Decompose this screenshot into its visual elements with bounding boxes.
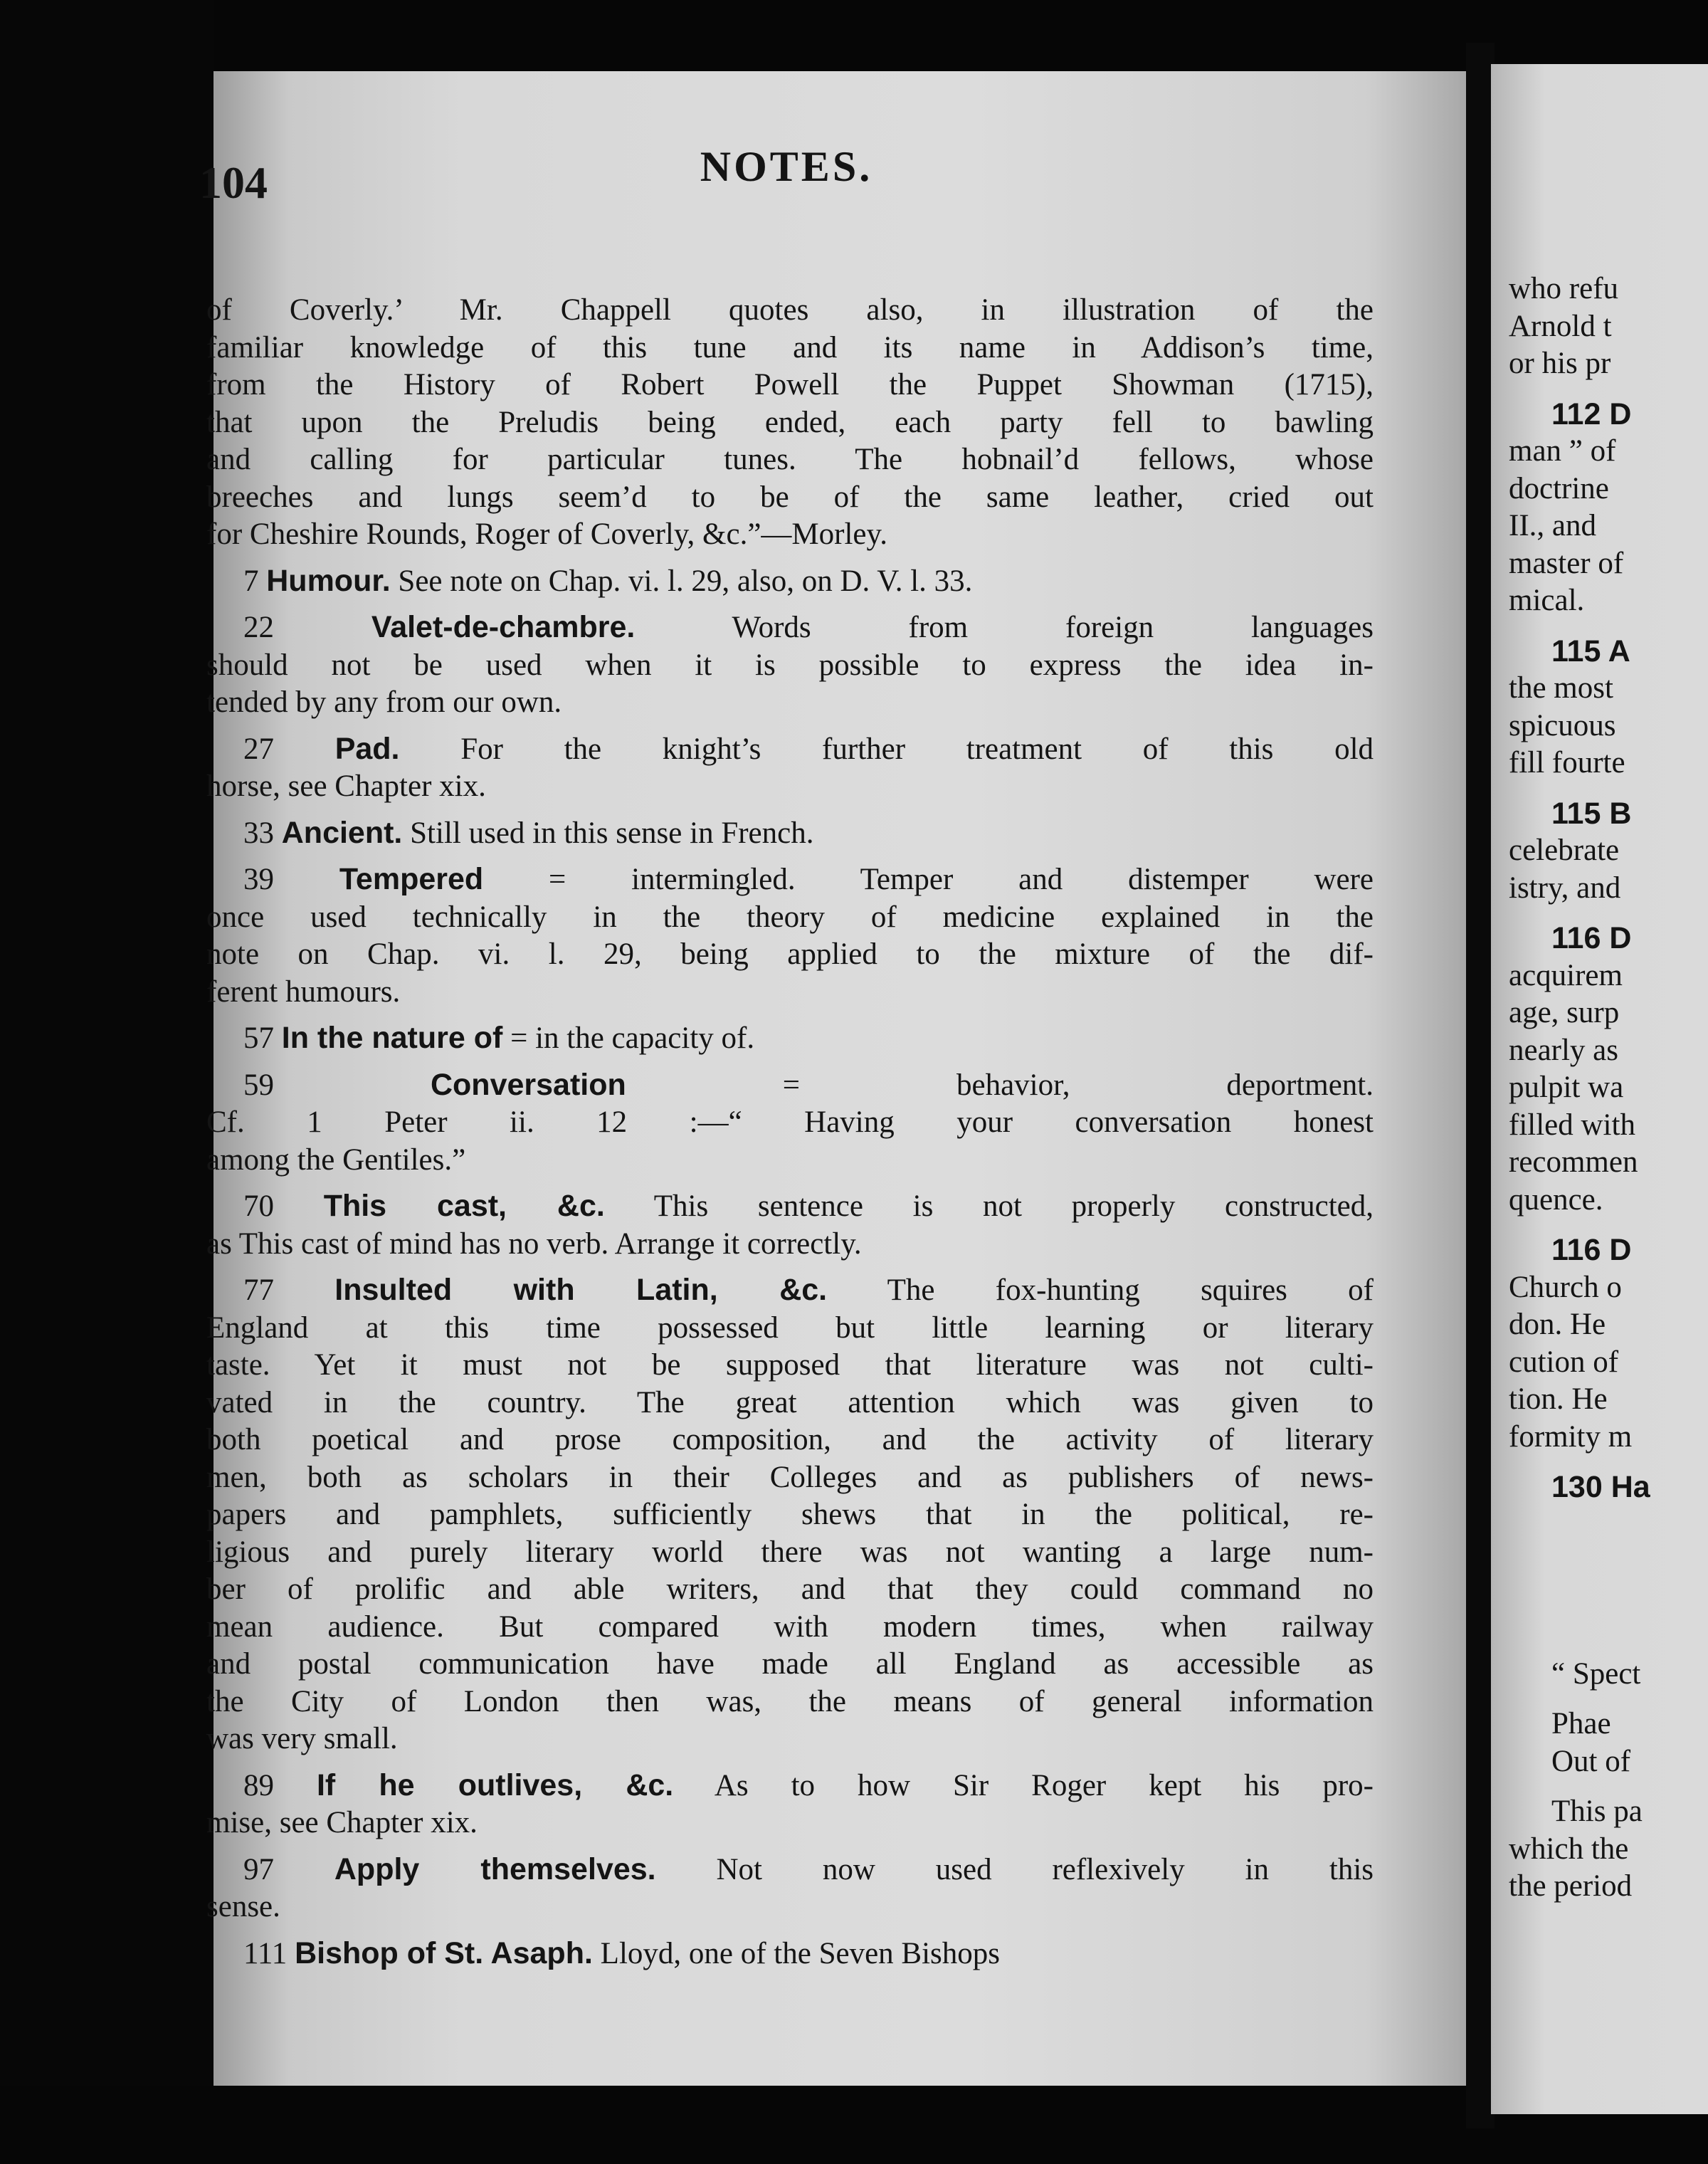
note-line — [206, 1609, 1374, 1646]
line-text: As to how Sir Roger kept his pro- — [714, 1768, 1374, 1802]
line-number: 27 — [243, 732, 335, 766]
note-entry — [206, 730, 1374, 806]
note-entry — [206, 814, 1374, 853]
line-text: sense. — [206, 1890, 280, 1923]
line-text: for Cheshire Rounds, Roger of Coverly, &c.”—Morley. — [206, 518, 887, 551]
right-page-fragment: spicuous — [1509, 708, 1616, 742]
note-term: Pad. — [334, 731, 400, 766]
note-term: If he outlives, &c. — [316, 1768, 674, 1802]
line-number: 22 — [243, 611, 371, 644]
right-page-fragment: don. He — [1509, 1308, 1606, 1341]
note-term: Bishop of St. Asaph. — [295, 1935, 593, 1970]
note-line — [206, 330, 1374, 367]
note-line — [206, 1571, 1374, 1609]
line-text: = behavior, deportment. — [782, 1068, 1374, 1102]
line-text: vated in the country. The great attention which was given to — [206, 1385, 1374, 1419]
note-line — [206, 1385, 1374, 1422]
line-gap — [1509, 1780, 1708, 1793]
note-term: Apply themselves. — [334, 1852, 656, 1886]
right-page-fragment: which the — [1509, 1832, 1629, 1866]
note-line — [206, 1767, 1374, 1805]
line-gap — [1509, 907, 1708, 920]
note-line — [206, 1889, 1374, 1926]
right-page-fragment: mical. — [1509, 584, 1585, 617]
right-page-fragment: Phae — [1551, 1707, 1611, 1740]
note-line — [206, 367, 1374, 404]
note-line — [206, 1347, 1374, 1385]
line-text: This sentence is not properly constructed, — [653, 1189, 1374, 1223]
line-text: mise, see Chapter xix. — [206, 1806, 478, 1839]
note-line — [206, 1271, 1374, 1310]
line-number: 57 — [243, 1021, 282, 1055]
right-page-fragment: II., and — [1509, 509, 1596, 542]
running-head — [199, 142, 1374, 206]
line-text: Not now used reflexively in this — [716, 1852, 1374, 1886]
note-line — [206, 1534, 1374, 1572]
note-line — [206, 684, 1374, 722]
note-term: Valet-de-chambre. — [371, 610, 636, 644]
line-number: 59 — [243, 1068, 431, 1102]
line-text: Still used in this sense in French. — [410, 816, 814, 850]
right-page-text — [1509, 270, 1708, 1906]
note-line — [206, 609, 1374, 647]
line-text: = intermingled. Temper and distemper were — [549, 863, 1374, 896]
line-text: note on Chap. vi. l. 29, being applied to the mixture of the dif- — [206, 937, 1374, 971]
note-line — [206, 768, 1374, 806]
note-line — [206, 1721, 1374, 1758]
note-entry — [206, 562, 1374, 601]
line-text: ferent humours. — [206, 975, 401, 1009]
note-term: Insulted with Latin, &c. — [334, 1273, 828, 1307]
right-page-fragment: 130 Ha — [1551, 1470, 1650, 1504]
line-text: was very small. — [206, 1722, 398, 1755]
line-text: ber of prolific and able writers, and that they could command no — [206, 1572, 1374, 1606]
note-line — [206, 899, 1374, 937]
note-line — [206, 1310, 1374, 1348]
right-page-fragment: “ Spect — [1551, 1656, 1641, 1691]
line-text: Words from foreign languages — [732, 611, 1374, 644]
right-page-fragment: or his pr — [1509, 347, 1611, 380]
note-entry — [206, 1767, 1374, 1842]
right-page-fragment: cution of — [1509, 1345, 1619, 1379]
right-page-fragment: 116 D — [1551, 921, 1632, 955]
line-text: should not be used when it is possible to express the idea in- — [206, 648, 1374, 682]
right-page-fragment — [1509, 1581, 1708, 1619]
note-term: Humour. — [266, 563, 391, 598]
note-line — [206, 1935, 1374, 1973]
line-number: 89 — [243, 1768, 317, 1802]
right-page-fragment: Arnold t — [1509, 309, 1612, 343]
right-page-fragment: Church o — [1509, 1270, 1622, 1304]
right-page-fragment: pulpit wa — [1509, 1071, 1624, 1104]
note-entry — [206, 1851, 1374, 1926]
note-continuation — [206, 292, 1374, 554]
line-text: familiar knowledge of this tune and its name in Addison’s time, — [206, 330, 1374, 364]
right-page-fragment: recommen — [1509, 1145, 1638, 1179]
line-text: ligious and purely literary world there was not wanting a large num- — [206, 1535, 1374, 1569]
right-page-fragment: Out of — [1551, 1744, 1631, 1778]
note-line — [206, 730, 1374, 769]
note-line — [206, 479, 1374, 517]
line-text: and calling for particular tunes. The hobnail’d fellows, whose — [206, 443, 1374, 476]
note-line — [206, 1459, 1374, 1497]
note-line — [206, 814, 1374, 853]
note-entry — [206, 1066, 1374, 1180]
note-entry — [206, 1271, 1374, 1758]
line-text: = in the capacity of. — [510, 1021, 755, 1055]
note-line — [206, 404, 1374, 442]
note-line — [206, 1805, 1374, 1842]
right-page-fragment: quence. — [1509, 1182, 1603, 1217]
line-text: breeches and lungs seem’d to be of the same leather, cried out — [206, 480, 1374, 514]
note-line — [206, 1226, 1374, 1264]
line-number: 7 — [243, 564, 267, 598]
line-number: 33 — [243, 816, 282, 850]
right-page-fragment: doctrine — [1509, 471, 1609, 505]
book-gutter — [1466, 43, 1494, 2128]
line-gap — [1509, 383, 1708, 396]
right-page-fragment: age, surp — [1509, 996, 1620, 1029]
right-page-fragment: 115 A — [1551, 634, 1630, 668]
note-line — [206, 1104, 1374, 1142]
right-page-fragment — [1509, 1543, 1708, 1581]
note-line — [206, 1422, 1374, 1459]
right-page-fragment: 116 D — [1551, 1233, 1632, 1267]
line-text: For the knight’s further treatment of this old — [460, 732, 1374, 766]
right-page-fragment: formity m — [1509, 1419, 1633, 1454]
right-page-fragment: master of — [1509, 546, 1624, 580]
line-text: among the Gentiles.” — [206, 1143, 466, 1177]
line-text: Lloyd, one of the Seven Bishops — [600, 1936, 1001, 1970]
notes-text — [206, 292, 1374, 1981]
right-page-fragment: tion. He — [1509, 1382, 1608, 1416]
note-term: Tempered — [339, 862, 484, 896]
note-term: This cast, &c. — [323, 1189, 605, 1223]
right-page-fragment — [1509, 1618, 1708, 1656]
line-text: taste. Yet it must not be supposed that literature was not culti- — [206, 1348, 1374, 1382]
note-entry — [206, 861, 1374, 1011]
scan-border-left — [0, 0, 214, 2164]
line-text: as This cast of mind has no verb. Arrange it correctly. — [206, 1227, 862, 1261]
note-line — [206, 1142, 1374, 1180]
line-text: See note on Chap. vi. l. 29, also, on D. V. l. 33. — [398, 564, 973, 598]
right-page-fragment: filled with — [1509, 1108, 1635, 1142]
line-text: the City of London then was, the means of general information — [206, 1684, 1374, 1718]
line-gap — [1509, 782, 1708, 795]
right-page-fragment — [1509, 1506, 1708, 1544]
right-page-fragment: the period — [1509, 1869, 1633, 1903]
right-page-fragment: 115 B — [1551, 796, 1632, 831]
line-gap — [1509, 1219, 1708, 1231]
line-text: that upon the Preludis being ended, each party fell to bawling — [206, 405, 1374, 439]
note-line — [206, 1851, 1374, 1889]
line-gap — [1509, 620, 1708, 633]
line-text: papers and pamphlets, sufficiently shews that in the political, re- — [206, 1498, 1374, 1531]
line-text: once used technically in the theory of medicine explained in the — [206, 900, 1374, 934]
line-text: horse, see Chapter xix. — [206, 770, 486, 803]
note-line — [206, 441, 1374, 479]
note-line — [206, 936, 1374, 974]
note-line — [206, 647, 1374, 685]
line-text: England at this time possessed but little learning or literary — [206, 1311, 1374, 1345]
line-text: from the History of Robert Powell the Puppet Showman (1715), — [206, 368, 1374, 401]
note-line — [206, 1066, 1374, 1105]
right-page-fragment: nearly as — [1509, 1033, 1619, 1067]
line-text: men, both as scholars in their Colleges and as publishers of news- — [206, 1460, 1374, 1494]
note-line — [206, 292, 1374, 330]
line-number: 77 — [243, 1273, 335, 1307]
line-text: and postal communication have made all England as accessible as — [206, 1647, 1374, 1681]
right-page-fragment: celebrate — [1509, 834, 1620, 867]
note-term: Ancient. — [281, 815, 403, 850]
page-number: 104 — [199, 157, 268, 208]
line-text: mean audience. But compared with modern times, when railway — [206, 1609, 1374, 1644]
note-term: Conversation — [430, 1067, 626, 1102]
note-line — [206, 516, 1374, 554]
right-page-fragment: the most — [1509, 671, 1613, 705]
note-line — [206, 861, 1374, 899]
scan-border-bottom — [0, 2086, 1708, 2164]
note-line — [206, 1684, 1374, 1721]
right-page-fragment: fill fourte — [1509, 746, 1625, 779]
line-number: 70 — [243, 1189, 324, 1223]
right-page-fragment: This pa — [1551, 1795, 1643, 1828]
line-gap — [1509, 1693, 1708, 1706]
note-line — [206, 974, 1374, 1012]
page-title: NOTES. — [700, 143, 873, 190]
note-line — [206, 1019, 1374, 1058]
line-number: 97 — [243, 1852, 334, 1886]
note-entry — [206, 1187, 1374, 1263]
note-entry — [206, 609, 1374, 722]
note-line — [206, 1646, 1374, 1684]
note-line — [206, 1496, 1374, 1534]
scan-border-top — [0, 0, 1708, 78]
right-page-fragment: istry, and — [1509, 871, 1621, 905]
right-page-fragment: 112 D — [1551, 396, 1632, 431]
line-text: of Coverly.’ Mr. Chappell quotes also, in illustration of the — [206, 293, 1374, 327]
note-line — [206, 562, 1374, 601]
line-number: 39 — [243, 863, 339, 896]
right-page-fragment: who refu — [1509, 272, 1619, 305]
line-text: The fox-hunting squires of — [887, 1273, 1374, 1307]
right-page-fragment: acquirem — [1509, 958, 1623, 992]
note-entry — [206, 1935, 1374, 1973]
line-text: both poetical and prose composition, and the activity of literary — [206, 1423, 1374, 1456]
line-gap — [1509, 1456, 1708, 1469]
line-text: Cf. 1 Peter ii. 12 :—“ Having your conversation honest — [206, 1105, 1374, 1139]
note-line — [206, 1187, 1374, 1226]
note-term: In the nature of — [281, 1021, 503, 1055]
line-number: 111 — [243, 1936, 295, 1970]
right-page-fragment: man ” of — [1509, 434, 1616, 468]
note-entry — [206, 1019, 1374, 1058]
line-text: tended by any from our own. — [206, 686, 562, 719]
